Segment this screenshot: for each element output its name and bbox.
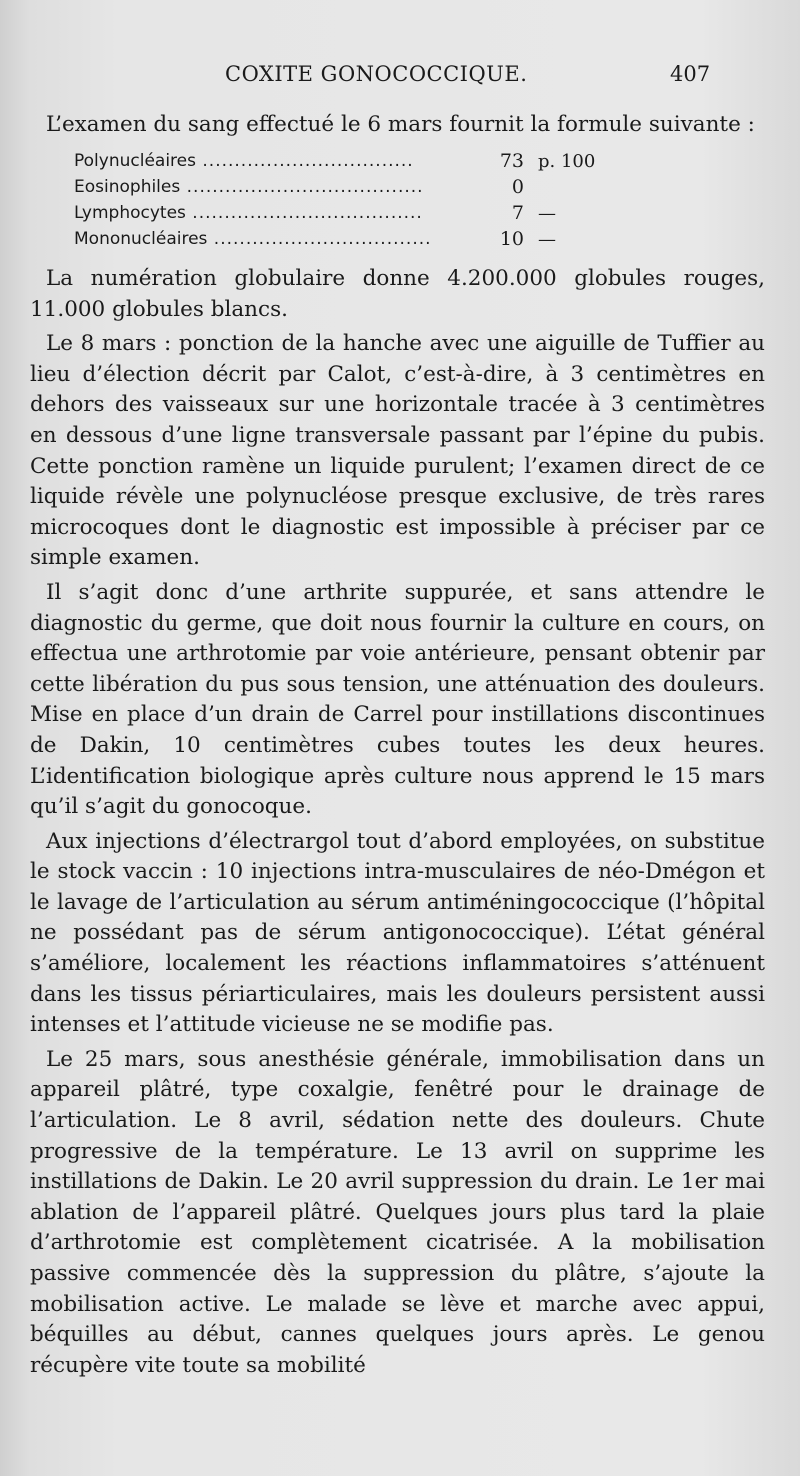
formula-row: Polynucléaires ................................. 73 p. 100 xyxy=(74,148,598,174)
formula-row: Eosinophiles ..................................... 0 xyxy=(74,174,598,200)
blood-formula-table xyxy=(74,148,598,252)
formula-label: Lymphocytes xyxy=(74,203,186,223)
formula-unit: p. 100 xyxy=(538,150,596,172)
formula-value: 7 xyxy=(511,202,524,224)
running-title: COXITE GONOCOCCIQUE. xyxy=(225,62,528,86)
formula-unit xyxy=(538,174,598,200)
paragraph-ponction: Le 8 mars : ponction de la hanche avec une aiguille de Tuffier au lieu d’élection décrit par Calot, c’est-à-dire, à 3 centimètres en dehors des vaisseaux sur une horizontale tracée à 3 centimètres en dessous d’une ligne transversale passant par l’épine du pubis. Cette ponction ramène un liquide purulent; l’examen direct de ce liquide révèle une polynucléose presque exclusive, de très rares microcoques dont le diagnostic est impossible à préciser par ce simple examen. xyxy=(30,331,765,571)
paragraph-evolution: Le 25 mars, sous anesthésie générale, immobilisation dans un appareil plâtré, type coxalgie, fenêtré pour le drainage de l’articulation. Le 8 avril, sédation nette des douleurs. Chute progressive de la température. Le 13 avril on supprime les instillations de Dakin. Le 20 avril suppression du drain. Le 1er mai ablation de l’appareil plâtré. Quelques jours plus tard la plaie d’arthrotomie est complètement cicatrisée. A la mobilisation passive commencée dès la suppression du plâtre, s’ajoute la mobilisation active. Le malade se lève et marche avec appui, béquilles au début, cannes quelques jours après. Le genou récupère vite toute sa mobilité xyxy=(30,1046,765,1378)
page-number: 407 xyxy=(670,62,711,86)
formula-unit: — xyxy=(538,228,556,250)
formula-label: Mononucléaires xyxy=(74,229,208,249)
formula-label: Eosinophiles xyxy=(74,177,181,197)
formula-value: 10 xyxy=(499,228,524,250)
paragraph-numeration: La numération globulaire donne 4.200.000 globules rouges, 11.000 globules blancs. xyxy=(30,266,765,322)
formula-unit: — xyxy=(538,202,556,224)
paragraph-traitement: Aux injections d’électrargol tout d’abord employées, on substitue le stock vaccin : 10 injections intra-musculaires de néo-Dmégon et le lavage de l’articulation au sérum antiméningococcique (l’hôpital ne possédant pas de sérum antigonococcique). L’état général s’améliore, localement les réactions inflammatoires s’atténuent dans les tissus périarticulaires, mais les douleurs persistent aussi intenses et l’attitude vicieuse ne se modifie pas. xyxy=(30,828,765,1038)
formula-value: 73 xyxy=(499,150,524,172)
formula-value: 0 xyxy=(511,176,524,198)
paragraph-arthrotomie: Il s’agit donc d’une arthrite suppurée, et sans attendre le diagnostic du germe, que doit nous fournir la culture en cours, on effectua une arthrotomie par voie antérieure, pensant obtenir par cette libération du pus sous tension, une atténuation des douleurs. Mise en place d’un drain de Carrel pour instillations discontinues de Dakin, 10 centimètres cubes toutes les deux heures. L’identification biologique après culture nous apprend le 15 mars qu’il s’agit du gonocoque. xyxy=(30,579,765,820)
page-body xyxy=(30,110,765,1381)
formula-row: Lymphocytes .................................... 7 — xyxy=(74,200,598,226)
formula-label: Polynucléaires xyxy=(74,151,196,171)
intro-sentence: L’examen du sang effectué le 6 mars fournit la formule suivante : xyxy=(46,112,755,137)
page-header xyxy=(0,62,800,94)
formula-row: Mononucléaires .................................. 10 — xyxy=(74,226,598,252)
